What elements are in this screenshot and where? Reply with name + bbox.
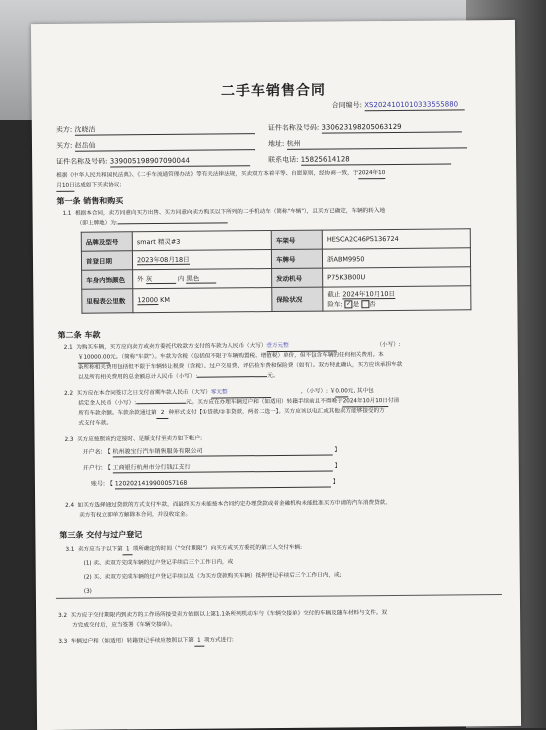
p23-line1: 2.3 买方应按照该约定按时、足额支付至卖方如下帐户: [64,435,203,443]
frame-value: HESCA2C46PS136724 [322,229,470,249]
preamble-2: 月10日达成如下买卖协议: [56,181,121,192]
seller-line: 卖方: 沈晓洁 [56,124,255,136]
p22-line2: 括定金人民币（小写）: 元。买方应在办理车辆过户和（如适用）转籍手续前且不得晚于2024年10月10日付清 [78,397,400,407]
table-row [82,286,471,313]
buyer-addr: 杭州 [287,138,467,150]
buyer-name: 赵岳仙 [75,140,255,152]
checkbox-yes[interactable]: ✓ [346,300,352,308]
engine-value: P75K3B00U [323,267,471,287]
divider [56,594,502,599]
article-3-heading: 第三条 交付与过户登记 [59,530,143,540]
seller-name: 沈晓洁 [74,124,254,136]
page-title: 二手车销售合同 [220,82,327,100]
p22-line3: 所有车款余额。车款余款通过第 2 种形式支付【①贷款/②非贷款，两者二选一】。买方应该以电汇或其他卖方能够接受的方 [78,407,384,420]
p21-line3: 条所称相关费用包括但不限于车辆转让税费（含税）、过户交易费、评估检车费和保险费（如有）。双方特此确认，买方应该承担车款 [77,361,403,371]
vehicle-info-table [81,228,472,313]
plate-label: 车牌号 [271,249,322,268]
bank-name: 工商银行杭州市分行钱江支行 [113,462,333,474]
contract-number-value: XS2024101010333555880 [364,100,464,111]
seller-id: 330623198205063129 [321,122,461,133]
buyer-id-line: 证件名称及号码: 339005198907090044 [56,156,250,168]
option-2: (2) 买、卖双方完成车辆的过户登记手续以及（为买方贷款购买车辆）抵押登记手续后三个工作日内，或; [83,572,342,581]
contract-paper [31,20,521,730]
option-3: (3) [83,588,92,595]
contract-number: 合同编号: XS2024101010333555880 [332,100,465,111]
color-label: 车身内饰颜色 [82,270,133,289]
p33-line1: 3.3 车辆过户和（如适用）转籍登记手续应按照以下第 1 项方式进行: [58,637,234,645]
km-label: 里程表公里数 [82,289,133,313]
buyer-line: 买方: 赵岳仙 [56,140,255,152]
insurance-label: 保险状况 [272,287,323,311]
seller-id-line: 证件名称及号码: 330623198205063129 [268,122,462,134]
first-date-label: 首登日期 [81,251,132,270]
brand-value: smart 精灵#3 [132,231,271,251]
checkbox-no[interactable] [361,300,369,308]
option-1: (1) 卖、卖双方完成车辆的过户登记手续后三个工作日内，或 [83,559,234,567]
p24-line1: 2.4 如买方选择通过贷款的方式支付车款，而最终买方未能按本合同约定办理贷款或者金融机构未能批准买方申请的汽车消费贷款， [65,500,391,509]
p32-line2: 方完成交付后，应当签署《车辆交接单》。 [72,621,176,629]
buyer-phone: 15825614128 [301,154,451,165]
insurance-value: 截止 2024年10月10日 险车: ✓是 否 [323,286,471,311]
p22-line4: 式支付车款。 [78,420,113,427]
buyer-addr-line: 地址: 杭州 [268,138,467,150]
account-number: 1202021419900057168 [115,478,331,490]
frame-label: 车架号 [271,230,322,249]
account-no-line: 账号: 【 1202021419900057168 】 [90,478,339,488]
account-name-line: 开户名: 【 杭州骏宝行汽车销售服务有限公司 】 [82,446,341,456]
p21-line2: ￥10000.00元。（简称"车款"）。车款为含税（包括但不限于车辆购置税、增值税）单价，但不包含车辆的任何相关费用。本 [78,351,384,364]
color-value: 外 灰 内 黑色 [133,269,272,289]
preamble: 根据《中华人民共和国民法典》、《二手车流通管理办法》等有关法律法规，买卖双方本着平等、自愿原则，经协商一致，于2024年10 [56,170,386,179]
km-value: 12000 KM [133,288,272,313]
article-1-text-2: （即上牌地）为: [77,218,228,228]
first-date-value: 2023年08月18日 [132,250,271,270]
p22-line1: 2.2 买方应在本合同签订之日支付首期车款人民币（大写）零元整 ，（小写）: ￥0.00元, 其中包 [64,388,374,397]
buyer-id: 339005198907090044 [110,156,250,167]
article-2-heading: 第二条 车款 [57,330,101,340]
article-1-heading: 第一条 销售和购买 [56,196,124,206]
account-name: 杭州骏宝行汽车销售服务有限公司 [112,446,332,458]
buyer-phone-line: 联系电话: 15825614128 [268,154,451,166]
p21-line4: 以及所有相关费用的总金额总计人民币（小写）: 元。 [77,372,279,381]
p21-line1: 2.1 为购买车辆，买方应向卖方或卖方委托代收款方支付的车款为人民币（大写）壹万元整 （小写）: [63,341,401,351]
p31-line1: 3.1 卖方应当于以下第 1 项所确定的时间（"交付期限"）向买方或买方委托的第三人交付车辆: [65,544,302,556]
brand-label: 品牌及型号 [81,232,132,251]
p32-line1: 3.2 买方应于交付期限内到卖方的工作场所接受卖方依据以上第1.1条所列机动车与《车辆交接单》交付的车辆及随车材料与文件。双 [58,610,388,619]
article-1-text: 1.1 根据本合同，卖方同意向买方出售、买方同意向卖方购买以下所列的二手机动车（简称"车辆"），且买方已确定，车辆的转入地 [62,208,386,217]
p24-line2: 卖方有权立即单方解除本合同，并没收定金。 [79,511,192,519]
plate-value: 浙ABM9950 [322,248,470,268]
bank-line: 开户行: 【 工商银行杭州市分行钱江支行 】 [82,462,341,472]
engine-label: 发动机号 [272,268,323,287]
